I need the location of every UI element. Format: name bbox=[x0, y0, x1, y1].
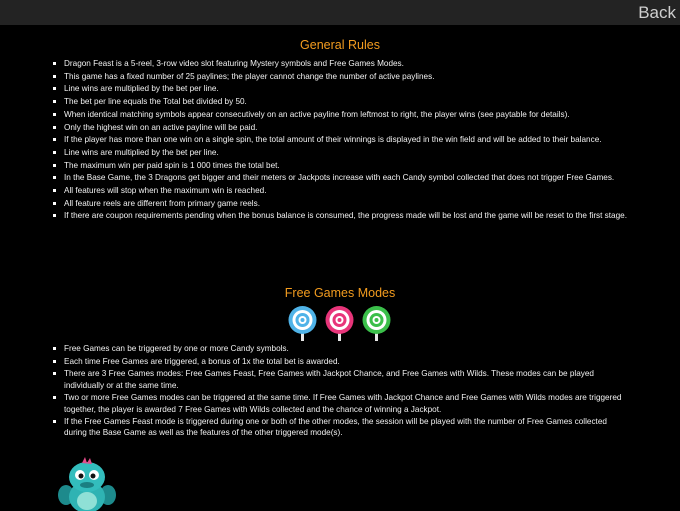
list-item: If the Free Games Feast mode is triggered during one or both of the other modes, the session will be played with the number of Free Games collected during the Base Game as well as the features of the other triggered mode(s). bbox=[53, 416, 627, 438]
list-item: Dragon Feast is a 5-reel, 3-row video slot featuring Mystery symbols and Free Games Modes. bbox=[53, 58, 627, 69]
list-item: The bet per line equals the Total bet divided by 50. bbox=[53, 96, 627, 107]
list-item: Each time Free Games are triggered, a bonus of 1x the total bet is awarded. bbox=[53, 356, 627, 367]
list-item: In the Base Game, the 3 Dragons get bigger and their meters or Jackpots increase with each Candy symbol collected that does not trigger Free Games. bbox=[53, 172, 627, 183]
list-item: There are 3 Free Games modes: Free Games Feast, Free Games with Jackpot Chance, and Free Games with Wilds. These modes can be played individually or at the same time. bbox=[53, 368, 627, 390]
free-games-modes-list bbox=[53, 343, 627, 440]
list-item: All feature reels are different from primary game reels. bbox=[53, 198, 627, 209]
candy-green-icon bbox=[363, 306, 391, 341]
general-rules-title: General Rules bbox=[300, 38, 380, 52]
list-item: If there are coupon requirements pending when the bonus balance is consumed, the progress made will be lost and the game will be reset to the first stage. bbox=[53, 210, 627, 221]
list-item: Line wins are multiplied by the bet per line. bbox=[53, 147, 627, 158]
list-item: Free Games can be triggered by one or more Candy symbols. bbox=[53, 343, 627, 354]
free-games-modes-title: Free Games Modes bbox=[284, 286, 396, 300]
candy-symbols bbox=[285, 305, 395, 341]
teal-dragon-icon bbox=[58, 457, 116, 511]
list-item: Only the highest win on an active payline will be paid. bbox=[53, 122, 627, 133]
list-item: All features will stop when the maximum win is reached. bbox=[53, 185, 627, 196]
list-item: Line wins are multiplied by the bet per line. bbox=[53, 83, 627, 94]
list-item: This game has a fixed number of 25 paylines; the player cannot change the number of active paylines. bbox=[53, 71, 627, 82]
rules-content[interactable] bbox=[0, 25, 680, 511]
candy-pink-icon bbox=[326, 306, 354, 341]
back-button[interactable]: Back bbox=[638, 3, 676, 22]
list-item: The maximum win per paid spin is 1 000 times the total bet. bbox=[53, 160, 627, 171]
top-bar bbox=[0, 0, 680, 25]
list-item: Two or more Free Games modes can be triggered at the same time. If Free Games with Jackpot Chance and Free Games with Wilds modes are triggered together, the player is awarded 7 Free Games with Wilds collected and the chance of winning a Jackpot. bbox=[53, 392, 627, 414]
general-rules-list bbox=[53, 58, 627, 223]
candy-blue-icon bbox=[289, 306, 317, 341]
list-item: When identical matching symbols appear consecutively on an active payline from leftmost to right, the player wins (see paytable for details). bbox=[53, 109, 627, 120]
list-item: If the player has more than one win on a single spin, the total amount of their winnings is displayed in the win field and will be added to their balance. bbox=[53, 134, 627, 145]
